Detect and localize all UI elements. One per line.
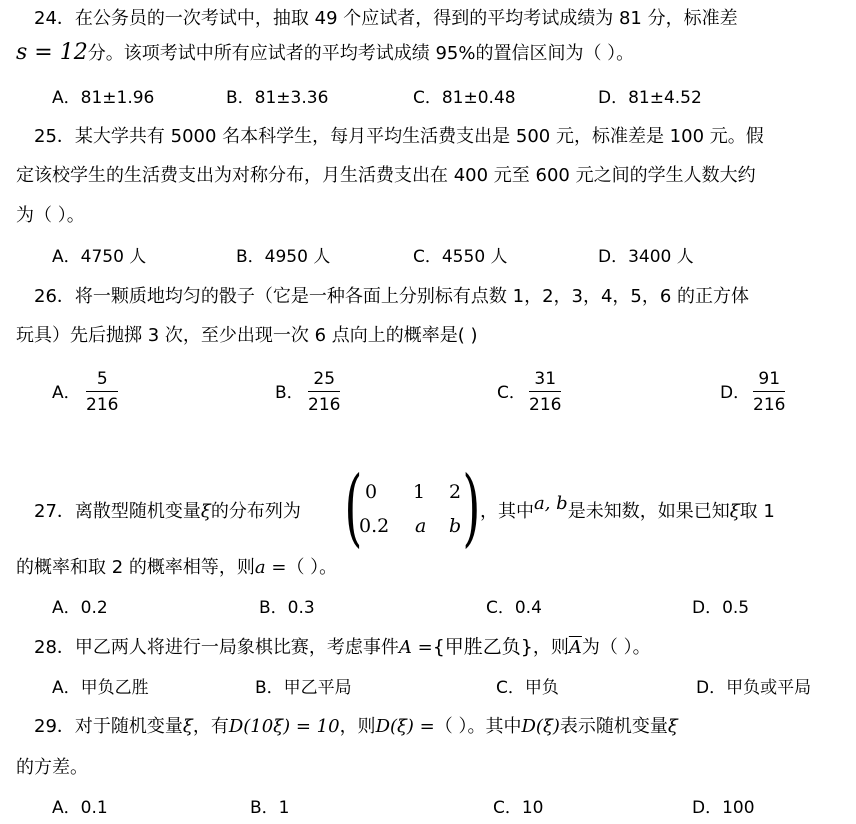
- q26-option-b-numerator: 25: [308, 369, 340, 392]
- q26-option-a-label: A．: [52, 383, 81, 403]
- q26-option-c-fraction: [529, 369, 561, 415]
- q29-variance-expr3: D(ξ): [521, 716, 560, 737]
- matrix-cell-r1c1: 0: [365, 481, 378, 503]
- q28-event-a: A =: [398, 637, 433, 658]
- q26-option-b-fraction: [308, 369, 340, 415]
- q27-stem-line1-end: [480, 493, 775, 525]
- q29-variance-expr1: D(10ξ) = 10: [228, 716, 340, 737]
- q27-text-b: 的分布列为: [210, 501, 301, 522]
- q24-option-b: B．81±3.36: [226, 88, 329, 108]
- q28-text-a: 28．甲乙两人将进行一局象棋比赛，考虑事件: [34, 637, 399, 658]
- q27-xi-symbol: ξ: [200, 501, 211, 522]
- left-parenthesis: (: [344, 458, 363, 556]
- q28-option-b: B．甲乙平局: [255, 678, 352, 698]
- q25-stem-line2: 定该校学生的生活费支出为对称分布，月生活费支出在 400 元至 600 元之间的学生人数大约: [16, 165, 756, 186]
- q27-text-a: 27．离散型随机变量: [34, 501, 201, 522]
- q26-option-a-numerator: 5: [86, 369, 118, 392]
- q24-stem-line2-text: 分。该项考试中所有应试者的平均考试成绩 95%的置信区间为（ ）。: [87, 43, 635, 64]
- q28-option-c: C．甲负: [496, 678, 559, 698]
- q29-text-a: 29．对于随机变量: [34, 716, 183, 737]
- q24-stem-line1: 24．在公务员的一次考试中，抽取 49 个应试者，得到的平均考试成绩为 81 分，标准差: [34, 8, 738, 29]
- q28-text-c: 为（ ）。: [581, 637, 651, 658]
- matrix-cell-r2c1: 0.2: [359, 515, 390, 537]
- q26-option-b-denominator: 216: [308, 395, 341, 415]
- q28-stem-line1: [34, 634, 651, 660]
- q27-stem-line1-start: [34, 499, 301, 525]
- q26-option-c-numerator: 31: [529, 369, 561, 392]
- q27-text-e: 取 1: [739, 501, 775, 522]
- q29-text-d: （ ）。其中: [434, 716, 522, 737]
- q27-stem-line2: [16, 555, 337, 581]
- q28-complement-a: $\overline{A}$: [568, 637, 582, 658]
- q29-stem-line2: 的方差。: [16, 757, 88, 778]
- q25-stem-line1: 25．某大学共有 5000 名本科学生，每月平均生活费支出是 500 元，标准差是 100 元。假: [34, 126, 764, 147]
- q26-option-d-fraction: [753, 369, 785, 415]
- q27-a-equals: a =: [254, 557, 287, 578]
- matrix-cell-r1c2: 1: [413, 481, 426, 503]
- matrix-cell-r2c3: b: [449, 515, 462, 537]
- q27-option-a: A．0.2: [52, 598, 108, 618]
- q29-text-b: ，有: [192, 716, 229, 737]
- q29-xi-symbol: ξ: [182, 716, 193, 737]
- q27-text-c: ，其中: [480, 501, 534, 522]
- q29-variance-expr2: D(ξ) =: [375, 716, 435, 737]
- q27-text-f: 的概率和取 2 的概率相等，则: [16, 557, 255, 578]
- q29-xi-symbol-2: ξ: [667, 716, 678, 737]
- q27-ab-symbols: a, b: [534, 493, 568, 514]
- q29-stem-line1: [34, 714, 678, 740]
- q29-text-e: 表示随机变量: [559, 716, 668, 737]
- q26-option-d-numerator: 91: [753, 369, 785, 392]
- q26-option-d-denominator: 216: [753, 395, 786, 415]
- q27-distribution-matrix: [344, 458, 481, 556]
- q27-text-g: （ ）。: [286, 557, 338, 578]
- matrix-cell-r2c2: a: [415, 515, 427, 537]
- q27-xi-symbol-2: ξ: [729, 501, 740, 522]
- q25-option-b: B．4950 人: [236, 247, 331, 267]
- q29-option-d: D．100: [692, 798, 755, 818]
- q26-option-c-label: C．: [497, 383, 526, 403]
- q27-option-c: C．0.4: [486, 598, 542, 618]
- q26-stem-line2: 玩具）先后抛掷 3 次，至少出现一次 6 点向上的概率是( ): [16, 325, 478, 346]
- right-parenthesis: ): [462, 458, 481, 556]
- q25-option-a: A．4750 人: [52, 247, 147, 267]
- q24-option-c: C．81±0.48: [413, 88, 516, 108]
- q24-option-d: D．81±4.52: [598, 88, 702, 108]
- q28-option-d: D．甲负或平局: [696, 678, 812, 698]
- q26-option-a-fraction: [86, 369, 118, 415]
- q27-option-d: D．0.5: [692, 598, 750, 618]
- q24-option-a: A．81±1.96: [52, 88, 155, 108]
- q27-option-b: B．0.3: [259, 598, 315, 618]
- q24-stem-line2: [16, 40, 634, 66]
- q29-option-c: C．10: [493, 798, 544, 818]
- q27-text-d: 是未知数，如果已知: [567, 501, 730, 522]
- q25-stem-line3: 为（ ）。: [16, 205, 85, 226]
- q26-option-c-denominator: 216: [529, 395, 562, 415]
- q29-option-b: B．1: [250, 798, 290, 818]
- q26-option-d-label: D．: [720, 383, 751, 403]
- q29-option-a: A．0.1: [52, 798, 108, 818]
- q26-option-a-denominator: 216: [86, 395, 119, 415]
- q24-std-math: s = 12: [16, 40, 88, 65]
- q26-option-b-label: B．: [275, 383, 304, 403]
- q28-text-b: ，则: [532, 637, 569, 658]
- q28-option-a: A．甲负乙胜: [52, 678, 149, 698]
- matrix-cell-r1c3: 2: [449, 481, 462, 503]
- q25-option-d: D．3400 人: [598, 247, 694, 267]
- q26-stem-line1: 26．将一颗质地均匀的骰子（它是一种各面上分别标有点数 1，2，3，4，5，6 的正方体: [34, 286, 750, 307]
- q29-text-c: ，则: [339, 716, 376, 737]
- q25-option-c: C．4550 人: [413, 247, 508, 267]
- q28-event-set: {甲胜乙负}: [432, 636, 533, 658]
